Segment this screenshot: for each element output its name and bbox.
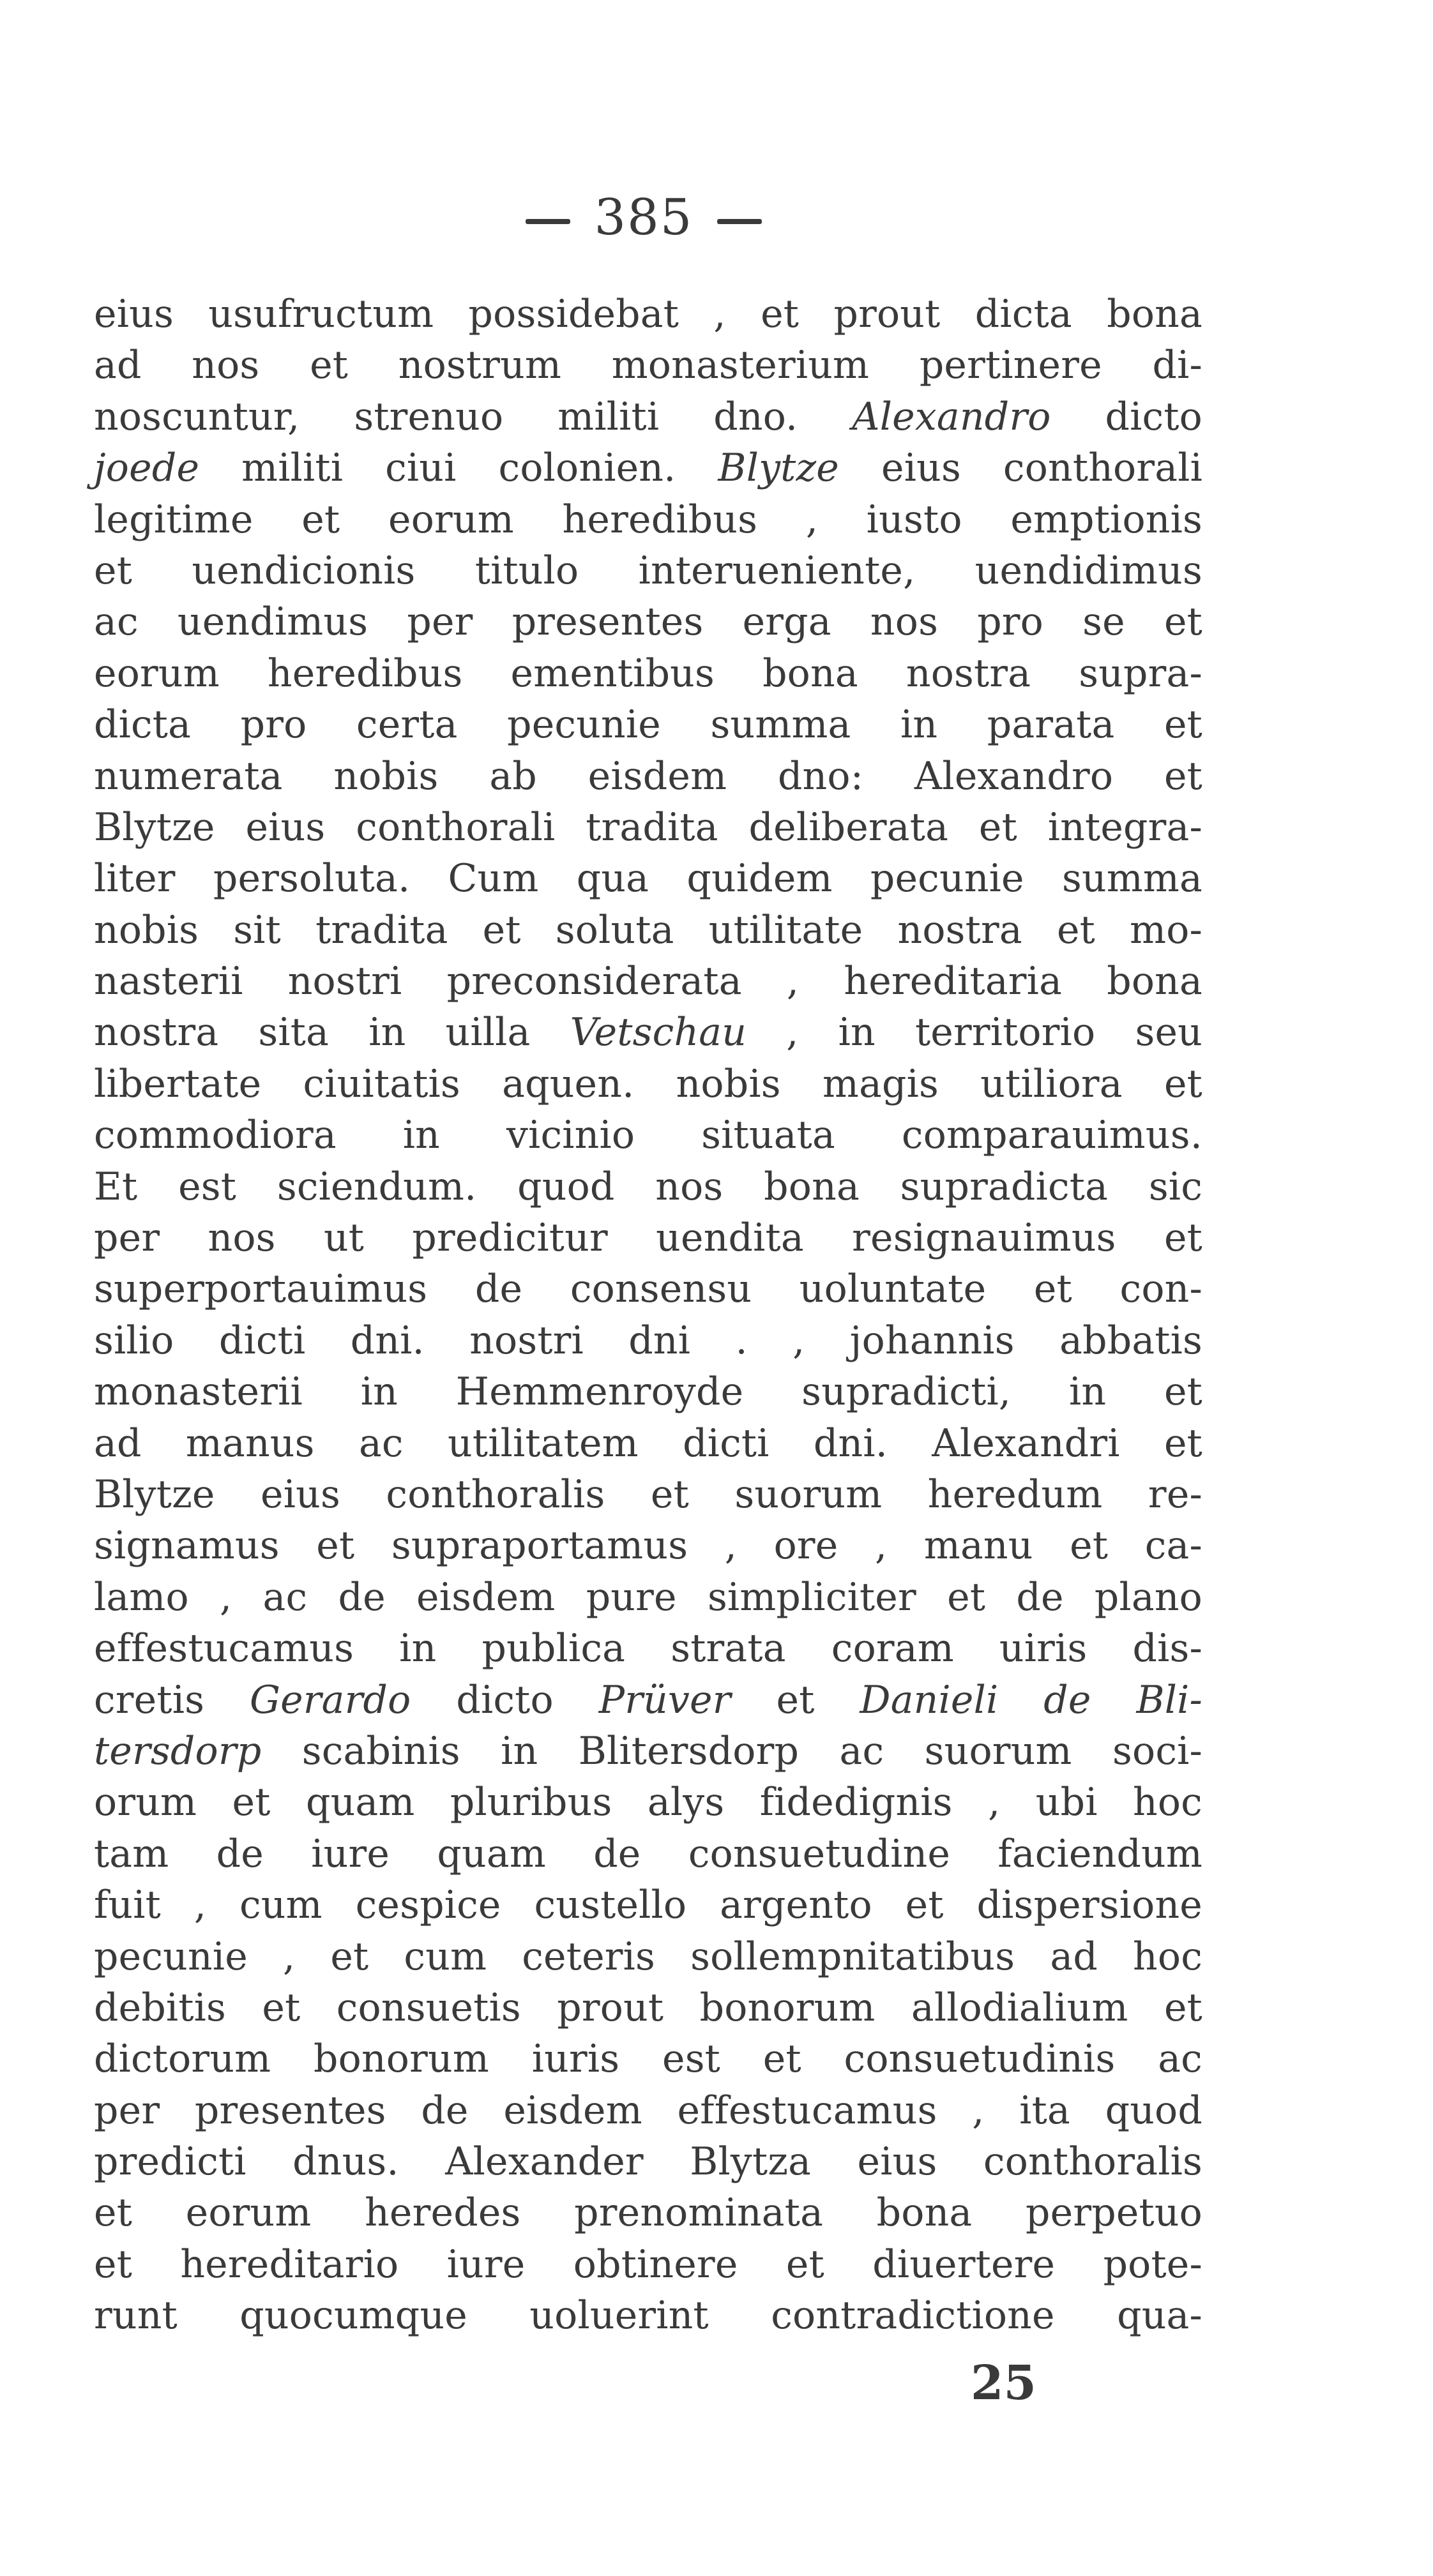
text-line: signamus et supraportamus , ore , manu et ca-: [94, 1523, 1202, 1569]
text-line: runt quocumque uoluerint contradictione qua-: [94, 2293, 1202, 2339]
text-line: noscuntur, strenuo militi dno. Alexandro dicto: [94, 394, 1202, 439]
header-dash-right: [717, 219, 762, 224]
text-line: et eorum heredes prenominata bona perpetuo: [94, 2190, 1202, 2236]
text-line: nasterii nostri preconsiderata , hereditaria bona: [94, 959, 1202, 1004]
text-line: liter persoluta. Cum qua quidem pecunie summa: [94, 856, 1202, 901]
text-line: orum et quam pluribus alys fidedignis , ubi hoc: [94, 1780, 1202, 1825]
text-line: effestucamus in publica strata coram uiris dis-: [94, 1626, 1202, 1671]
header-dash-left: [526, 219, 570, 224]
italic-name: Gerardo: [249, 1677, 411, 1722]
page-header: [0, 189, 1287, 246]
text-line: tam de iure quam de consuetudine faciendum: [94, 1831, 1202, 1876]
text-line: nobis sit tradita et soluta utilitate nostra et mo-: [94, 907, 1202, 953]
signature-mark: 25: [971, 2356, 1036, 2411]
page-number: 385: [594, 189, 694, 246]
text-line: numerata nobis ab eisdem dno: Alexandro et: [94, 753, 1202, 799]
text-line: joede militi ciui colonien. Blytze eius conthorali: [94, 446, 1203, 491]
text-line: libertate ciuitatis aquen. nobis magis utiliora et: [94, 1061, 1202, 1106]
text-line: et uendicionis titulo interueniente, uendidimus: [94, 548, 1202, 593]
text-line: Blytze eius conthorali tradita deliberata et integra-: [94, 804, 1202, 850]
text-line: pecunie , et cum ceteris sollempnitatibus ad hoc: [94, 1934, 1202, 1979]
text-line: eius usufructum possidebat , et prout dicta bona: [94, 292, 1202, 336]
text-line: nostra sita in uilla Vetschau , in territorio seu: [94, 1010, 1202, 1055]
text-line: tersdorp scabinis in Blitersdorp ac suorum soci-: [94, 1728, 1202, 1774]
body-text: [94, 289, 1202, 2342]
text-line: commodiora in vicinio situata comparauimus.: [94, 1113, 1202, 1158]
text-line: lamo , ac de eisdem pure simpliciter et de plano: [94, 1574, 1202, 1620]
text-line: ac uendimus per presentes erga nos pro se et: [94, 599, 1202, 645]
italic-name: joede: [94, 446, 200, 491]
text-line: per nos ut predicitur uendita resignauimus et: [94, 1216, 1202, 1261]
text-line: superportauimus de consensu uoluntate et con-: [94, 1267, 1202, 1312]
text-line: Blytze eius conthoralis et suorum heredum re-: [94, 1472, 1202, 1517]
text-line: legitime et eorum heredibus , iusto emptionis: [94, 497, 1202, 542]
text-line: predicti dnus. Alexander Blytza eius conthoralis: [94, 2139, 1202, 2185]
italic-name: Danieli de Bli-: [860, 1677, 1202, 1722]
italic-name: Prüver: [598, 1677, 731, 1722]
text-line: fuit , cum cespice custello argento et dispersione: [94, 1883, 1202, 1928]
text-line: silio dicti dni. nostri dni . , johannis abbatis: [94, 1318, 1202, 1363]
text-line: debitis et consuetis prout bonorum allodialium et: [94, 1985, 1202, 2030]
text-line: ad manus ac utilitatem dicti dni. Alexandri et: [94, 1420, 1202, 1466]
text-line: monasterii in Hemmenroyde supradicti, in et: [94, 1369, 1202, 1415]
italic-name: Vetschau: [570, 1010, 747, 1055]
text-line: ad nos et nostrum monasterium pertinere di-: [94, 343, 1202, 388]
text-line: per presentes de eisdem effestucamus , ita quod: [94, 2088, 1202, 2133]
text-line: Et est sciendum. quod nos bona supradicta sic: [94, 1164, 1202, 1209]
text-line: et hereditario iure obtinere et diuertere pote-: [94, 2241, 1202, 2287]
italic-name: Blytze: [718, 446, 840, 491]
italic-name: Alexandro: [852, 394, 1051, 439]
italic-name: tersdorp: [94, 1728, 262, 1774]
text-line: dicta pro certa pecunie summa in parata et: [94, 702, 1202, 748]
text-line: dictorum bonorum iuris est et consuetudinis ac: [94, 2037, 1202, 2082]
text-line: cretis Gerardo dicto Prüver et Danieli de Bli-: [94, 1677, 1202, 1722]
text-line: eorum heredibus ementibus bona nostra supra-: [94, 651, 1202, 696]
